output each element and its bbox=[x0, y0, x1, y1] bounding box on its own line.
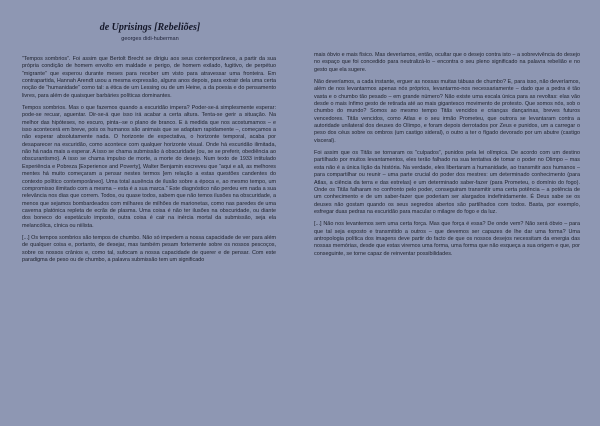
paragraph: [...] Os tempos sombrios são tempos de chumbo. Não só impedem a nossa capacidade de ver para além de qualquer coisa e, portanto, de desejar, mas também pesam fortemente sobre os nossos pescoços, sobre os nossos crânios e, como tal, sufocam a nossa capacidade de querer e de pensar. Com este paradigma de peso ou de chumbo, a palavra submissão tem um significado bbox=[22, 234, 276, 263]
paragraph: Tempos sombrios. Mas o que fazemos quando a escuridão impera? Poder-se-á simplesmente esperar: pode-se recuar, aguentar. Dir-se-á que isso irá acabar a certa altura. Tenta-se gerir a situação. Na melhor das hipóteses, no escuro, pinta--se o plano de branco. E à medida que nos acostumamos – e isso acontecerá em breve, pois os humanos são animais que se adaptam rapidamente –, começamos a não esperar absolutamente nada. O horizonte de expectativa, o horizonte temporal, acaba por desaparecer na escuridão, como acontece com qualquer horizonte visual. Onde há escuridão ilimitada, não há nada mais a esperar. A isso se chama submissão à obscuridade (ou, se se preferir, obediência ao obscurantismo). A isso se chama impulso de morte, a morte do desejo. Num texto de 1933 intitulado Experiência e Pobreza [Experience and Poverty], Walter Benjamin escreveu que “aqui e ali, as melhores mentes há muito começaram a pensar nestes termos [em relação a estas questões candentes do contexto político contemporâneo]. Uma total ausência de ilusão sobre a época e, ao mesmo tempo, um compromisso ilimitado com a mesma – esta é a sua marca.” Este diagnóstico não perdeu em nada a sua relevância nos dias que correm. Todos, ou quase todos, sabem que não temos ilusões na obscuridade, a menos que sejamos bombardeados com milhares de milhões de marionetas, como nas paredes de uma caverna platónica repleta de ecrãs de plasma. Uma coisa é não ter ilusões na obscuridade, ou diante dos boneco do espetáculo imposto, outra coisa é cair na inércia mortal da submissão, seja ela melancólica, cínica ou niilista. bbox=[22, 105, 276, 229]
paragraph: mais óbvio e mais físico. Mas deveríamos, então, ocultar que o desejo contra isto – a sobrevivência do desejo no espaço que foi concedido para neutralizá-lo – encontra o seu pleno significado na palavra rebelião e no gesto que ela sugere. bbox=[314, 52, 580, 73]
left-column bbox=[22, 56, 276, 269]
paragraph: [...] Não nos levantemos sem uma certa força. Mas que força é essa? De onde vem? Não será óbvio – para que tal seja exposto e transmitido a outros – que devemos ser capazes de lhe dar uma forma? Uma antropologia política dos imagens deve partir do facto de que os nossos desejos necessitam da energia das nossas memórias, desde que estas viremos uma forma, uma forma que não esqueça a sua origem e que, por conseguinte, se torne capaz de reinventar possibilidades. bbox=[314, 221, 580, 257]
right-column bbox=[314, 52, 580, 263]
paragraph: “Tempos sombrios”. Foi assim que Bertolt Brecht se dirigiu aos seus contemporâneos, a partir da sua própria condição de homem envolto em maldade e perigo, de homem exilado, fugitivo, de perpétuo “migrante” que esperou durante meses para receber um visto para atravessar uma fronteira. Em contrapartida, Hannah Arendt usou a mesma expressão, alguns anos depois, para extrair dela uma certa noção de “humanidade” como tal: a ética de um Lessing ou de um Heine, a da poesia e do pensamento livres, para além de quaisquer barbáries políticas dominantes. bbox=[22, 56, 276, 99]
paragraph: Não deveríamos, a cada instante, erguer as nossas muitas tábuas de chumbo? E, para isso, não deveríamos, além de nos levantarmos apenas nós próprios, levantarmo-nos necessariamente – dado que a pedra é tão vasta e o chumbo tão pesado – em grande número? Não existe uma escala única para as revoltas: elas vão desde o mais ínfimo gesto de retirada até ao mais gigantesco movimento de protesto. Que somos nós, sob o chumbo do mundo? Somos ao mesmo tempo Titãs vencidos e crianças dançarinas, breves futuros vencedores. Titãs vencidos, como Atlas e o seu irmão Prometeu, que outrora se levantaram contra a autoridade unilateral dos deuses do Olimpo, e foram depois derrotados por Zeus e punidos, um a carregar o peso dos céus sobre os ombros (um castigo sideral), o outro a ter o fígado devorado por um abutre (castigo visceral). bbox=[314, 79, 580, 144]
author-name: georges didi-huberman bbox=[121, 36, 179, 42]
paragraph: Foi assim que os Titãs se tornaram os “culpados”, punidos pela lei olímpica. De acordo com um destino partilhado por muitos levantamentos, eles terão falhado na sua tentativa de tomar o poder no Olimpo – mas esta não é a única lição da história. Na verdade, eles libertaram a humanidade, ao transmitir aos humanos – para compartilhar ou reunir – uma parte crucial do poder dos mestres: um determinado conhecimento (para Atlas, a ciência da terra e das estrelas) e um determinado saber-fazer (para Prometeu, o domínio do fogo). Onde os Titãs falharam no confronto pelo poder, conseguiram transmitir uma certa potência – a potência de um conhecimento e de um saber-fazer que poderiam ser alargados indefinidamente. É Deus sabe se os deuses não gostam quando os seus segredos abertos são partilhados com todos. Basta, por exemplo, esfregar duas pedras na escuridão para macular o milagre do fogo e da luz. bbox=[314, 150, 580, 215]
document-title: de Uprisings [Rebeliões] bbox=[99, 22, 201, 33]
